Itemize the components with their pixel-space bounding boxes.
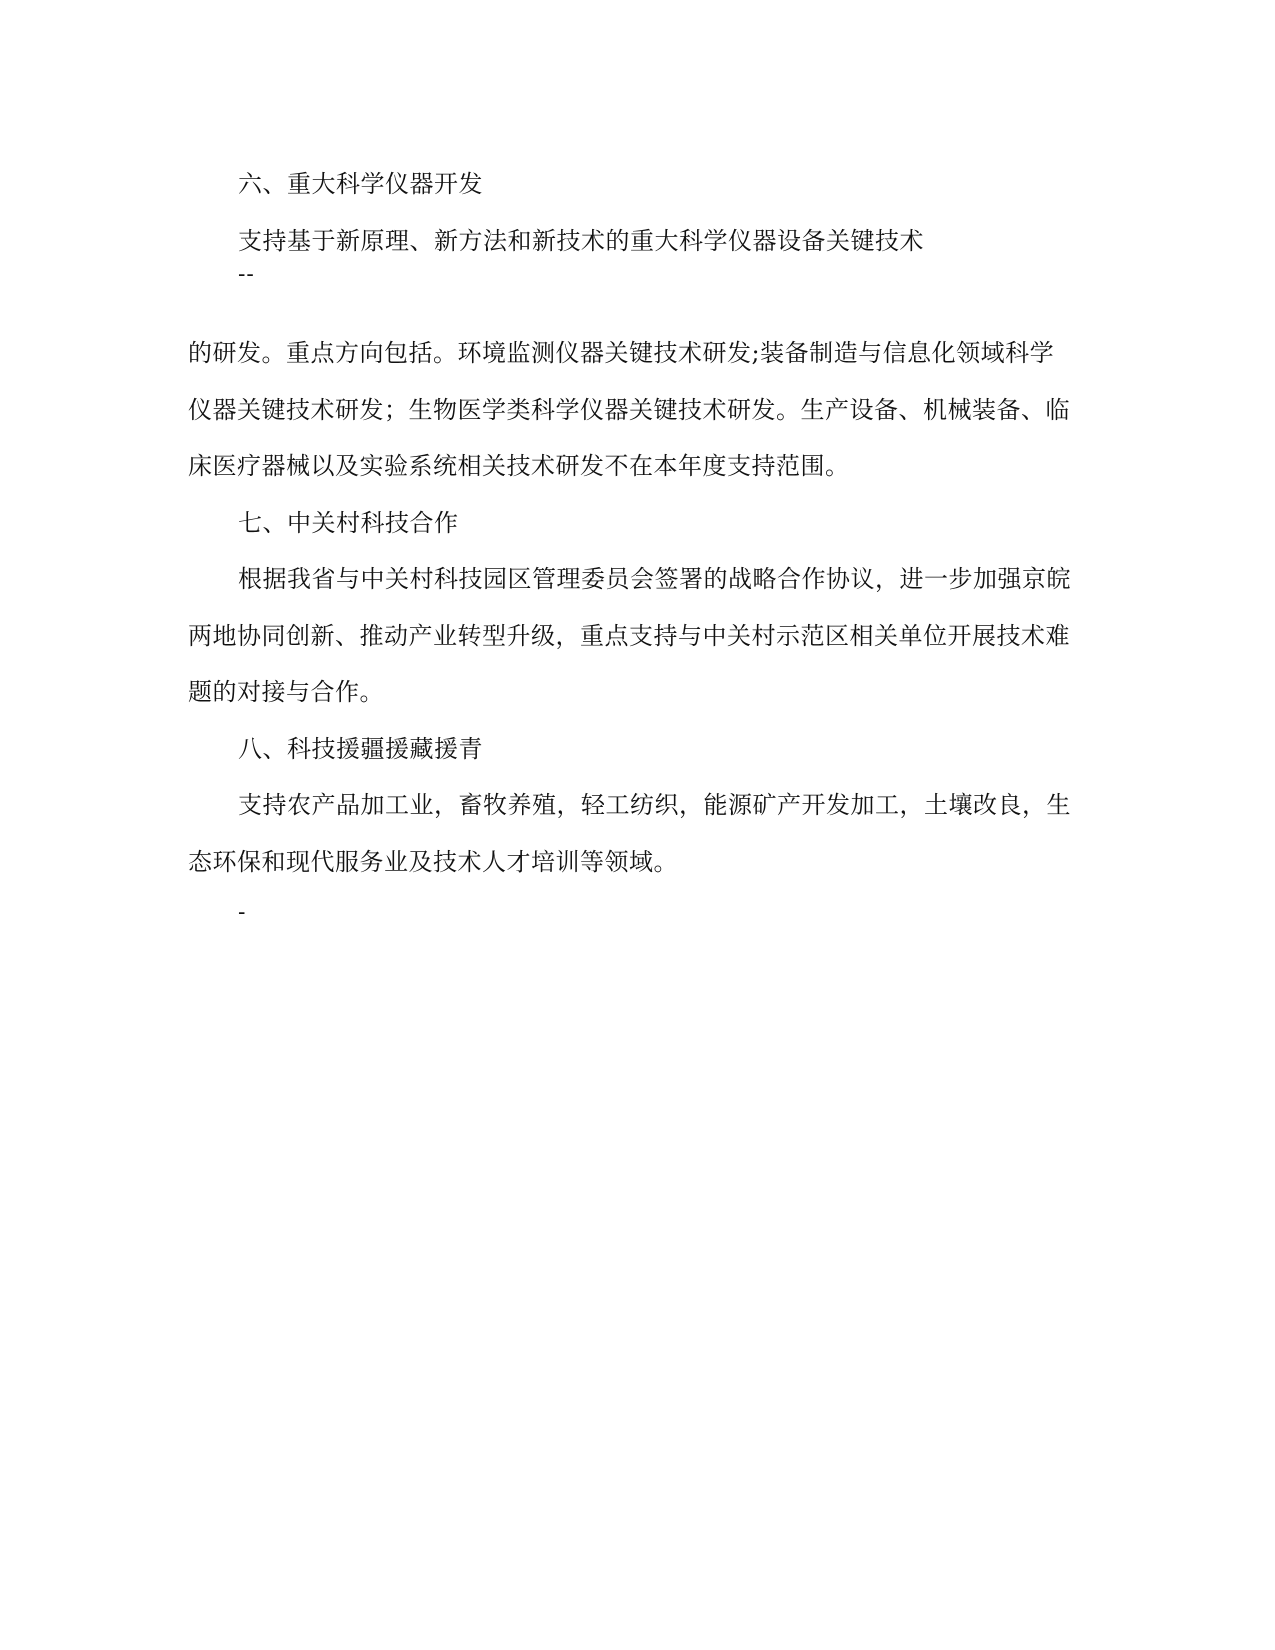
paragraph-line: 床医疗器械以及实验系统相关技术研发不在本年度支持范围。 (188, 452, 850, 480)
paragraph-line: 支持基于新原理、新方法和新技术的重大科学仪器设备关键技术 (238, 227, 924, 255)
paragraph-line: 仪器关键技术研发；生物医学类科学仪器关键技术研发。生产设备、机械装备、临 (188, 396, 1070, 424)
paragraph-line: 态环保和现代服务业及技术人才培训等领域。 (188, 848, 678, 876)
dash-marker: -- (238, 262, 255, 287)
paragraph-line: 根据我省与中关村科技园区管理委员会签署的战略合作协议，进一步加强京皖 (238, 565, 1071, 593)
section-heading-6: 六、重大科学仪器开发 (238, 170, 483, 198)
section-heading-8: 八、科技援疆援藏援青 (238, 735, 483, 763)
paragraph-line: 题的对接与合作。 (188, 678, 384, 706)
section-heading-7: 七、中关村科技合作 (238, 509, 459, 537)
paragraph-line: 两地协同创新、推动产业转型升级，重点支持与中关村示范区相关单位开展技术难 (188, 622, 1070, 650)
dash-marker: - (238, 900, 247, 925)
paragraph-line: 的研发。重点方向包括。环境监测仪器关键技术研发;装备制造与信息化领域科学 (188, 339, 1055, 367)
paragraph-line: 支持农产品加工业，畜牧养殖，轻工纺织，能源矿产开发加工，土壤改良，生 (238, 791, 1071, 819)
